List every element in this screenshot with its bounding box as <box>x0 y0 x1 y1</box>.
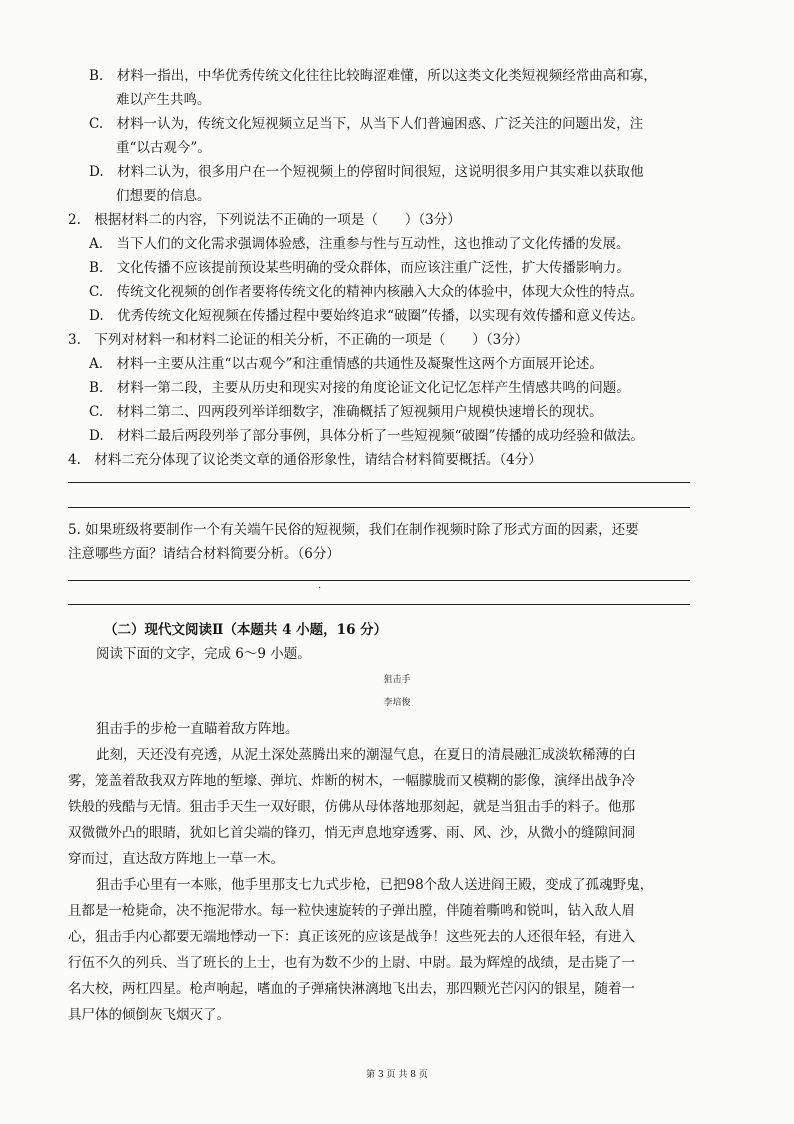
q2-stem: 2. 根据材料二的内容，下列说法不正确的一项是（ ）（3分） <box>68 212 461 228</box>
q2-option-c: C. 传统文化视频的创作者要将传统文化的精神内核融入大众的体验中，体现大众性的特点。 <box>89 284 644 300</box>
q1-option-d-line2: 们想要的信息。 <box>116 188 211 204</box>
q5-stem-line1: 5. 如果班级将要制作一个有关端午民俗的短视频，我们在制作视频时除了形式方面的因素，还要 <box>68 522 639 538</box>
q2-option-b: B. 文化传播不应该提前预设某些明确的受众群体，而应该注重广泛性，扩大传播影响力。 <box>89 260 630 276</box>
q5-answer-line-2[interactable] <box>68 604 690 605</box>
q3-stem: 3. 下列对材料一和材料二论证的相关分析，不正确的一项是（ ）（3分） <box>68 332 529 348</box>
story-paragraph-2-line5: 穿而过，直达敌方阵地上一草一木。 <box>68 851 284 867</box>
q3-option-d: D. 材料二最后两段列举了部分事例，具体分析了一些短视频“破圈”传播的成功经验和做法。 <box>89 428 644 444</box>
q4-answer-line-2[interactable] <box>68 507 690 508</box>
story-paragraph-3-line1: 狙击手心里有一本账，他手里那支七九式步枪，已把98个敌人送进阎王殿，变成了孤魂野鬼， <box>96 877 654 893</box>
q4-answer-line-1[interactable] <box>68 482 690 483</box>
q1-option-c-line1: C. 材料一认为，传统文化短视频立足当下，从当下人们普遍困惑、广泛关注的问题出发，注 <box>89 116 644 132</box>
section-heading: （二）现代文阅读Ⅱ（本题共 4 小题，16 分） <box>104 622 388 638</box>
story-paragraph-2-line2: 雾，笼盖着敌我双方阵地的堑壕、弹坑、炸断的树木，一幅朦胧而又模糊的影像，演绎出战争冷 <box>68 773 635 789</box>
q3-option-c: C. 材料二第二、四两段列举详细数字，准确概括了短视频用户规模快速增长的现状。 <box>89 404 603 420</box>
story-paragraph-2-line4: 双微微外凸的眼睛，犹如匕首尖端的锋刃，悄无声息地穿透雾、雨、风、沙，从微小的缝隙间洞 <box>68 825 635 841</box>
q3-option-b: B. 材料一第二段，主要从历史和现实对接的角度论证文化记忆怎样产生情感共鸣的问题。 <box>89 380 630 396</box>
story-paragraph-1: 狙击手的步枪一直瞄着敌方阵地。 <box>96 721 299 737</box>
q2-option-a: A. 当下人们的文化需求强调体验感，注重参与性与互动性，这也推动了文化传播的发展。 <box>89 236 630 252</box>
page-number-footer: 第 3 页 共 8 页 <box>366 1070 428 1080</box>
story-title: 狙击手 <box>383 675 411 685</box>
story-paragraph-3-line3: 心，狙击手内心都要无端地悸动一下：真正该死的应该是战争！这些死去的人还很年轻，有进入 <box>68 929 635 945</box>
q5-stem-line2: 注意哪些方面？请结合材料简要分析。（6分） <box>68 546 340 562</box>
q4-stem: 4. 材料二充分体现了议论类文章的通俗形象性，请结合材料简要概括。（4分） <box>68 452 542 468</box>
q2-option-d: D. 优秀传统文化短视频在传播过程中要始终追求“破圈”传播，以实现有效传播和意义传达。 <box>89 308 644 324</box>
q1-option-c-line2: 重“以古观今”。 <box>116 140 211 156</box>
scan-speck: · <box>318 583 322 594</box>
q1-option-b-line1: B. 材料一指出，中华优秀传统文化往往比较晦涩难懂，所以这类文化类短视频经常曲高和寡， <box>89 68 657 84</box>
q1-option-d-line1: D. 材料二认为，很多用户在一个短视频上的停留时间很短，这说明很多用户其实难以获取他 <box>89 164 644 180</box>
story-author: 李培俊 <box>383 698 411 708</box>
story-paragraph-3-line2: 且都是一枪毙命，决不拖泥带水。每一粒快速旋转的子弹出膛，伴随着嘶鸣和锐叫，钻入敌人眉 <box>68 903 635 919</box>
q1-option-b-line2: 难以产生共鸣。 <box>116 92 211 108</box>
q5-answer-line-1[interactable] <box>68 580 690 581</box>
story-paragraph-3-line6: 具尸体的倾倒灰飞烟灭了。 <box>68 1007 230 1023</box>
story-paragraph-2-line3: 铁般的残酷与无情。狙击手天生一双好眼，仿佛从母体落地那刻起，就是当狙击手的料子。他那 <box>68 799 635 815</box>
story-paragraph-3-line5: 名大校，两杠四星。枪声响起，嗜血的子弹痛快淋漓地飞出去，那四颗光芒闪闪的银星，随着一 <box>68 981 635 997</box>
story-paragraph-3-line4: 行伍不久的列兵、当了班长的上士，也有为数不少的上尉、中尉。最为辉煌的战绩，是击毙了一 <box>68 955 635 971</box>
q3-option-a: A. 材料一主要从注重“以古观今”和注重情感的共通性及凝聚性这两个方面展开论述。 <box>89 356 603 372</box>
story-paragraph-2-line1: 此刻，天还没有亮透，从泥土深处蒸腾出来的潮湿气息，在夏日的清晨融汇成淡软稀薄的白 <box>96 747 636 763</box>
section-instruction: 阅读下面的文字，完成 6～9 小题。 <box>96 646 311 662</box>
